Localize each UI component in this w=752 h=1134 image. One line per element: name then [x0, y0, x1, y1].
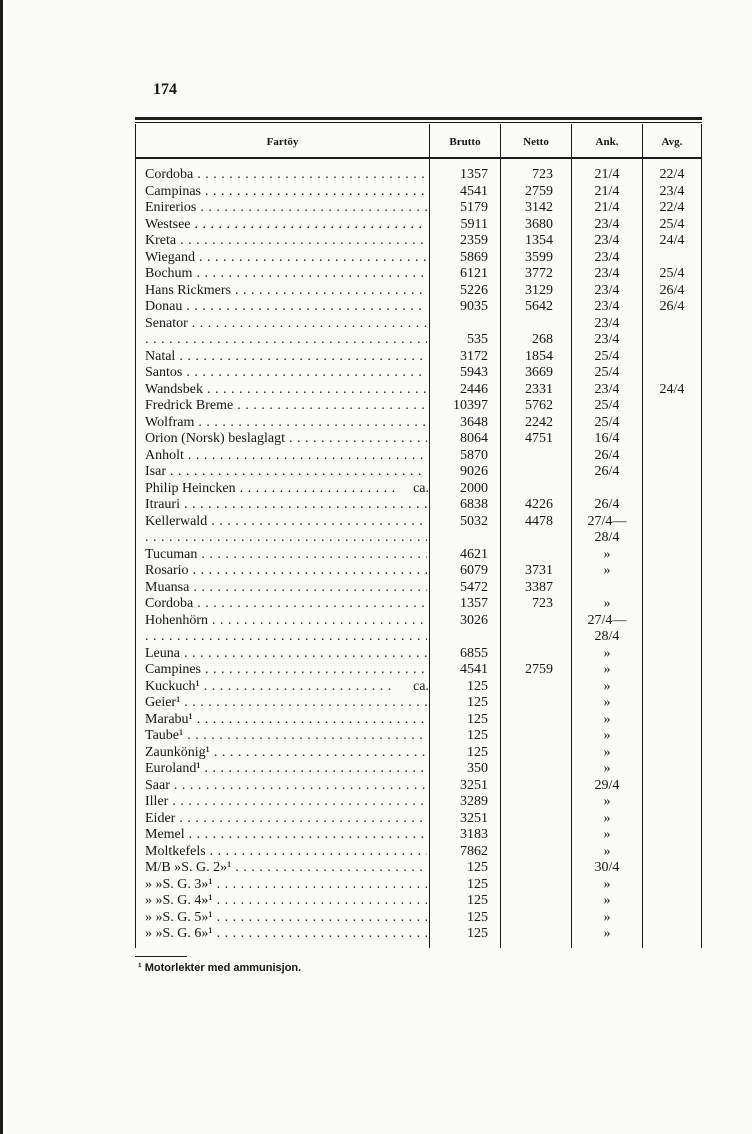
table-row	[0, 926, 752, 943]
cell-name: » »S. G. 3»¹ . . .	[145, 877, 427, 894]
cell-netto: 723	[532, 167, 553, 182]
cell-brutto: 2359	[460, 233, 488, 248]
cell-brutto: 125	[467, 728, 488, 743]
cell-ank: 23/4	[594, 266, 620, 281]
table-row	[0, 877, 752, 894]
table-row	[0, 464, 752, 481]
cell-ank: 27/4—	[587, 513, 627, 529]
table-row	[0, 382, 752, 399]
cell-ank: »	[603, 662, 611, 677]
header-avg: Avg.	[661, 136, 683, 148]
cell-netto: 1854	[525, 348, 553, 364]
cell-brutto: 7862	[460, 843, 488, 859]
table-row	[0, 283, 752, 300]
cell-ank: »	[603, 761, 611, 776]
cell-brutto: 5870	[460, 447, 488, 463]
cell-ank: 23/4	[594, 332, 620, 347]
cell-avg: 22/4	[659, 200, 685, 215]
cell-ank: 27/4—	[587, 612, 627, 628]
cell-netto: 4751	[525, 431, 553, 446]
cell-name: Bochum . . .	[145, 266, 427, 283]
cell-brutto: 9026	[460, 464, 488, 479]
cell-brutto: 5911	[460, 216, 488, 232]
cell-avg: 22/4	[659, 167, 685, 182]
table-row	[0, 563, 752, 580]
table-row	[0, 910, 752, 927]
page-number: 174	[153, 81, 177, 98]
cell-name: Moltkefels . . .	[145, 844, 427, 861]
cell-ank: 23/4	[594, 381, 620, 397]
cell-brutto: 8064	[460, 431, 488, 446]
cell-ank: 30/4	[594, 860, 620, 875]
cell-ank: »	[603, 728, 611, 743]
cell-name: Tucuman . . .	[145, 547, 427, 564]
cell-brutto: 3251	[460, 777, 488, 793]
cell-ank: 25/4	[594, 365, 620, 380]
cell-brutto: 5869	[460, 249, 488, 265]
cell-brutto: 535	[467, 332, 488, 347]
table-row	[0, 431, 752, 448]
cell-ank: 26/4	[594, 497, 620, 512]
cell-brutto: 3251	[460, 810, 488, 826]
cell-netto: 723	[532, 596, 553, 611]
cell-name: Isar . . .	[145, 464, 427, 481]
cell-netto: 4478	[525, 513, 553, 529]
cell-ank: 21/4	[594, 200, 620, 215]
cell-ank: »	[603, 876, 611, 892]
table-row	[0, 827, 752, 844]
cell-ank: 28/4	[594, 530, 620, 545]
cell-netto: 3680	[525, 216, 553, 232]
cell-name: Senator . . .	[145, 316, 427, 333]
cell-ank: 26/4	[594, 464, 620, 479]
table-row	[0, 695, 752, 712]
cell-name: » »S. G. 4»¹ . . .	[145, 893, 427, 910]
cell-name: Kellerwald . . .	[145, 514, 427, 531]
cell-brutto: 5032	[460, 513, 488, 529]
cell-brutto: 3289	[460, 794, 488, 809]
cell-netto: 3731	[525, 563, 553, 578]
cell-name: Zaunkönig¹ . . .	[145, 745, 427, 762]
cell-ank: 23/4	[594, 233, 620, 248]
table-row	[0, 844, 752, 861]
table-row	[0, 745, 752, 762]
header-ank: Ank.	[595, 136, 619, 148]
table-row	[0, 514, 752, 531]
cell-ank: 23/4	[594, 315, 620, 331]
table-row	[0, 365, 752, 382]
cell-name: Cordoba . . .	[145, 167, 427, 184]
footnote: ¹ Motorlekter med ammunisjon.	[138, 962, 302, 974]
cell-netto: 1354	[525, 233, 553, 248]
cell-name: Iller . . .	[145, 794, 427, 811]
cell-name: Geier¹ . . .	[145, 695, 427, 712]
cell-ank: »	[603, 711, 611, 727]
cell-name: Philip Heincken . . .	[145, 481, 427, 498]
cell-name: Euroland¹ . . .	[145, 761, 427, 778]
cell-brutto: 125	[467, 909, 488, 925]
table-row	[0, 530, 752, 547]
table-row	[0, 728, 752, 745]
table-row	[0, 448, 752, 465]
table-row	[0, 811, 752, 828]
cell-ank: 25/4	[594, 348, 620, 364]
cell-name: Muansa . . .	[145, 580, 427, 597]
cell-ank: »	[603, 596, 611, 611]
cell-avg: 26/4	[659, 299, 685, 314]
cell-brutto: 5472	[460, 579, 488, 595]
cell-ank: 23/4	[594, 282, 620, 298]
table-row	[0, 167, 752, 184]
cell-brutto: 125	[467, 926, 488, 941]
table-row	[0, 250, 752, 267]
table-row	[0, 217, 752, 234]
table-row	[0, 761, 752, 778]
cell-ank: 25/4	[594, 398, 620, 413]
table-row	[0, 778, 752, 795]
cell-name: Cordoba . . .	[145, 596, 427, 613]
cell-ank: »	[603, 563, 611, 578]
cell-brutto: 125	[467, 744, 488, 760]
cell-suffix: ca.	[396, 679, 429, 696]
cell-name: Eider . . .	[145, 811, 427, 828]
cell-brutto: 5179	[460, 200, 488, 215]
table-row	[0, 679, 752, 696]
cell-ank: 28/4	[594, 629, 620, 644]
table-row	[0, 497, 752, 514]
cell-avg: 23/4	[659, 183, 685, 199]
table-row	[0, 596, 752, 613]
cell-name: Wiegand . . .	[145, 250, 427, 267]
table-row	[0, 266, 752, 283]
cell-name: Rosario . . .	[145, 563, 427, 580]
cell-brutto: 3026	[460, 612, 488, 628]
cell-netto: 268	[532, 332, 553, 347]
cell-avg: 25/4	[659, 216, 685, 232]
cell-avg: 25/4	[659, 266, 685, 281]
table-row	[0, 613, 752, 630]
cell-brutto: 3183	[460, 827, 488, 842]
cell-name: Donau . . .	[145, 299, 427, 316]
table-row	[0, 481, 752, 498]
cell-ank: »	[603, 794, 611, 809]
cell-name: Memel . . .	[145, 827, 427, 844]
cell-brutto: 4541	[460, 662, 488, 677]
table-row	[0, 712, 752, 729]
cell-name: Leuna . . .	[145, 646, 427, 663]
cell-ank: 23/4	[594, 249, 620, 265]
header-fartoy: Fartöy	[266, 136, 299, 148]
header-brutto: Brutto	[449, 136, 481, 148]
cell-netto: 3129	[525, 282, 553, 298]
cell-name: Westsee . . .	[145, 217, 427, 234]
cell-name: Campines . . .	[145, 662, 427, 679]
cell-ank: »	[603, 645, 611, 661]
cell-brutto: 125	[467, 678, 488, 694]
cell-name: Natal . . .	[145, 349, 427, 366]
table-row	[0, 794, 752, 811]
cell-brutto: 125	[467, 695, 488, 710]
cell-name: Santos . . .	[145, 365, 427, 382]
cell-netto: 3669	[525, 365, 553, 380]
cell-name: Hans Rickmers . . .	[145, 283, 427, 300]
cell-brutto: 2446	[460, 381, 488, 397]
cell-brutto: 3172	[460, 348, 488, 364]
cell-brutto: 1357	[460, 596, 488, 611]
cell-name: Campinas . . .	[145, 184, 427, 201]
cell-ank: 26/4	[594, 447, 620, 463]
cell-name: Taube¹ . . .	[145, 728, 427, 745]
cell-ank: 23/4	[594, 216, 620, 232]
cell-brutto: 125	[467, 893, 488, 908]
cell-brutto: 350	[467, 761, 488, 776]
cell-ank: »	[603, 810, 611, 826]
table-row	[0, 547, 752, 564]
table-row	[0, 646, 752, 663]
table-row	[0, 332, 752, 349]
footnote-rule	[135, 956, 187, 957]
cell-name: Orion (Norsk) beslaglagt . . .	[145, 431, 427, 448]
cell-netto: 4226	[525, 497, 553, 512]
cell-name	[145, 629, 427, 646]
table-row	[0, 349, 752, 366]
cell-brutto: 6855	[460, 645, 488, 661]
table-row	[0, 662, 752, 679]
table-row	[0, 893, 752, 910]
cell-ank: »	[603, 678, 611, 694]
cell-ank: 29/4	[594, 777, 620, 793]
table-row	[0, 398, 752, 415]
cell-netto: 2759	[525, 183, 553, 199]
cell-netto: 3599	[525, 249, 553, 265]
cell-brutto: 5943	[460, 365, 488, 380]
table-row	[0, 200, 752, 217]
cell-name	[145, 332, 427, 349]
cell-name: Fredrick Breme . . .	[145, 398, 427, 415]
cell-netto: 5762	[525, 398, 553, 413]
table-row	[0, 316, 752, 333]
cell-brutto: 10397	[453, 398, 488, 413]
cell-name: Saar . . .	[145, 778, 427, 795]
cell-ank: »	[603, 909, 611, 925]
cell-brutto: 6079	[460, 563, 488, 578]
cell-brutto: 2000	[460, 480, 488, 496]
cell-name	[145, 530, 427, 547]
cell-netto: 3772	[525, 266, 553, 281]
cell-netto: 3142	[525, 200, 553, 215]
cell-ank: »	[603, 744, 611, 760]
table-row	[0, 299, 752, 316]
table-row	[0, 184, 752, 201]
cell-name: Enirerios . . .	[145, 200, 427, 217]
cell-ank: 25/4	[594, 414, 620, 430]
cell-name: Wolfram . . .	[145, 415, 427, 432]
cell-ank: »	[603, 893, 611, 908]
cell-brutto: 4541	[460, 183, 488, 199]
table-row	[0, 860, 752, 877]
table-row	[0, 629, 752, 646]
cell-netto: 5642	[525, 299, 553, 314]
cell-netto: 2242	[525, 414, 553, 430]
cell-name: Marabu¹ . . .	[145, 712, 427, 729]
cell-suffix: ca.	[396, 481, 429, 498]
cell-netto: 3387	[525, 579, 553, 595]
cell-brutto: 125	[467, 860, 488, 875]
cell-avg: 26/4	[659, 282, 685, 298]
cell-ank: »	[603, 695, 611, 710]
cell-brutto: 1357	[460, 167, 488, 182]
cell-name: Kreta . . .	[145, 233, 427, 250]
cell-brutto: 125	[467, 876, 488, 892]
cell-ank: »	[603, 827, 611, 842]
cell-ank: »	[603, 546, 611, 562]
cell-name: » »S. G. 6»¹ . . .	[145, 926, 427, 943]
table-row	[0, 233, 752, 250]
cell-ank: 23/4	[594, 299, 620, 314]
cell-name: » »S. G. 5»¹ . . .	[145, 910, 427, 927]
cell-netto: 2331	[525, 381, 553, 397]
cell-name: Wandsbek . . .	[145, 382, 427, 399]
cell-ank: 21/4	[594, 167, 620, 182]
cell-brutto: 5226	[460, 282, 488, 298]
cell-name: Hohenhörn . . .	[145, 613, 427, 630]
cell-name: Anholt . . .	[145, 448, 427, 465]
cell-netto: 2759	[525, 662, 553, 677]
cell-name: Kuckuch¹ . . .	[145, 679, 427, 696]
cell-avg: 24/4	[659, 233, 685, 248]
cell-ank: »	[603, 926, 611, 941]
header-netto: Netto	[523, 136, 549, 148]
cell-ank: 21/4	[594, 183, 620, 199]
cell-name: Itrauri . . .	[145, 497, 427, 514]
cell-brutto: 9035	[460, 299, 488, 314]
cell-brutto: 125	[467, 711, 488, 727]
table-row	[0, 580, 752, 597]
cell-avg: 24/4	[659, 381, 685, 397]
table-row	[0, 415, 752, 432]
cell-ank: »	[603, 843, 611, 859]
cell-brutto: 6838	[460, 497, 488, 512]
cell-brutto: 4621	[460, 546, 488, 562]
cell-brutto: 3648	[460, 414, 488, 430]
cell-name: M/B »S. G. 2»¹ . . .	[145, 860, 427, 877]
cell-ank: 16/4	[594, 431, 620, 446]
cell-brutto: 6121	[460, 266, 488, 281]
